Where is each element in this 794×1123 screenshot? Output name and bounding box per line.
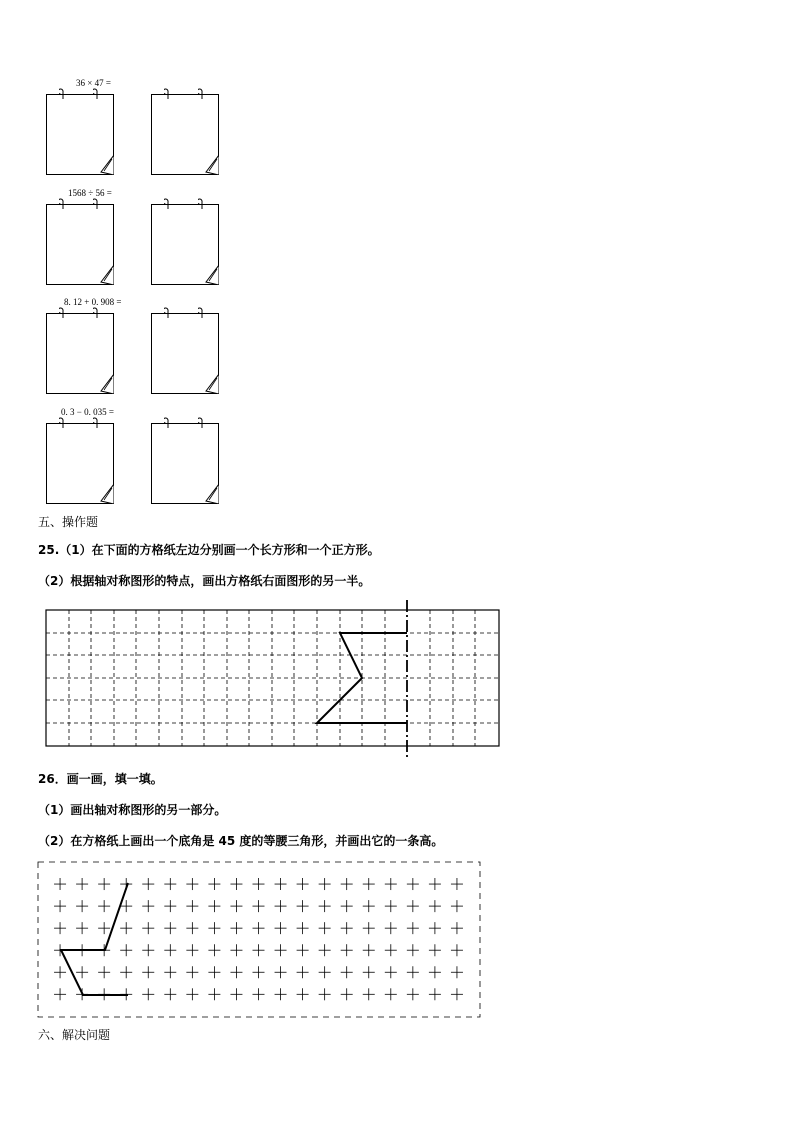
page-curl-icon bbox=[205, 155, 219, 175]
page-curl-icon bbox=[205, 265, 219, 285]
work-pad[interactable] bbox=[46, 423, 114, 504]
notepad-ring-icon bbox=[59, 88, 67, 100]
page-curl-icon bbox=[100, 374, 114, 394]
page-curl-icon bbox=[205, 484, 219, 504]
cross-marks bbox=[54, 878, 463, 1000]
notepad-ring-icon bbox=[198, 417, 206, 429]
page-curl-icon bbox=[100, 265, 114, 285]
notepad-ring-icon bbox=[59, 417, 67, 429]
notepad-ring-icon bbox=[93, 307, 101, 319]
work-pad[interactable] bbox=[151, 313, 219, 394]
notepad-ring-icon bbox=[198, 307, 206, 319]
expression-3: 8. 12 + 0. 908 = bbox=[64, 297, 122, 307]
question-25-part-2: （2）根据轴对称图形的特点，画出方格纸右面图形的另一半。 bbox=[38, 574, 371, 588]
notepad-ring-icon bbox=[198, 198, 206, 210]
grid-paper-q25[interactable] bbox=[40, 598, 510, 762]
question-26-part-2: （2）在方格纸上画出一个底角是 45 度的等腰三角形，并画出它的一条高。 bbox=[38, 834, 444, 848]
question-25-part-1: 25.（1）在下面的方格纸左边分别画一个长方形和一个正方形。 bbox=[38, 543, 380, 557]
notepad-ring-icon bbox=[164, 88, 172, 100]
work-pad[interactable] bbox=[46, 204, 114, 285]
question-26-title: 26．画一画，填一填。 bbox=[38, 772, 163, 786]
expression-4: 0. 3 − 0. 035 = bbox=[61, 407, 114, 417]
grid-paper-q26[interactable] bbox=[30, 855, 490, 1027]
expression-1: 36 × 47 = bbox=[76, 78, 111, 88]
notepad-ring-icon bbox=[93, 88, 101, 100]
work-pad[interactable] bbox=[151, 94, 219, 175]
section-heading: 六、解决问题 bbox=[38, 1028, 111, 1042]
notepad-ring-icon bbox=[93, 198, 101, 210]
notepad-ring-icon bbox=[93, 417, 101, 429]
work-pad[interactable] bbox=[151, 204, 219, 285]
page-curl-icon bbox=[100, 484, 114, 504]
notepad-ring-icon bbox=[59, 198, 67, 210]
notepad-ring-icon bbox=[164, 307, 172, 319]
notepad-ring-icon bbox=[198, 88, 206, 100]
notepad-ring-icon bbox=[59, 307, 67, 319]
question-26-part-1: （1）画出轴对称图形的另一部分。 bbox=[38, 803, 227, 817]
section-heading: 五、操作题 bbox=[38, 515, 99, 529]
notepad-ring-icon bbox=[164, 198, 172, 210]
grid-lines bbox=[46, 610, 499, 746]
expression-2: 1568 ÷ 56 = bbox=[68, 188, 112, 198]
half-figure-shape bbox=[61, 883, 128, 995]
page-curl-icon bbox=[100, 155, 114, 175]
work-pad[interactable] bbox=[151, 423, 219, 504]
page-curl-icon bbox=[205, 374, 219, 394]
work-pad[interactable] bbox=[46, 313, 114, 394]
work-pad[interactable] bbox=[46, 94, 114, 175]
notepad-ring-icon bbox=[164, 417, 172, 429]
